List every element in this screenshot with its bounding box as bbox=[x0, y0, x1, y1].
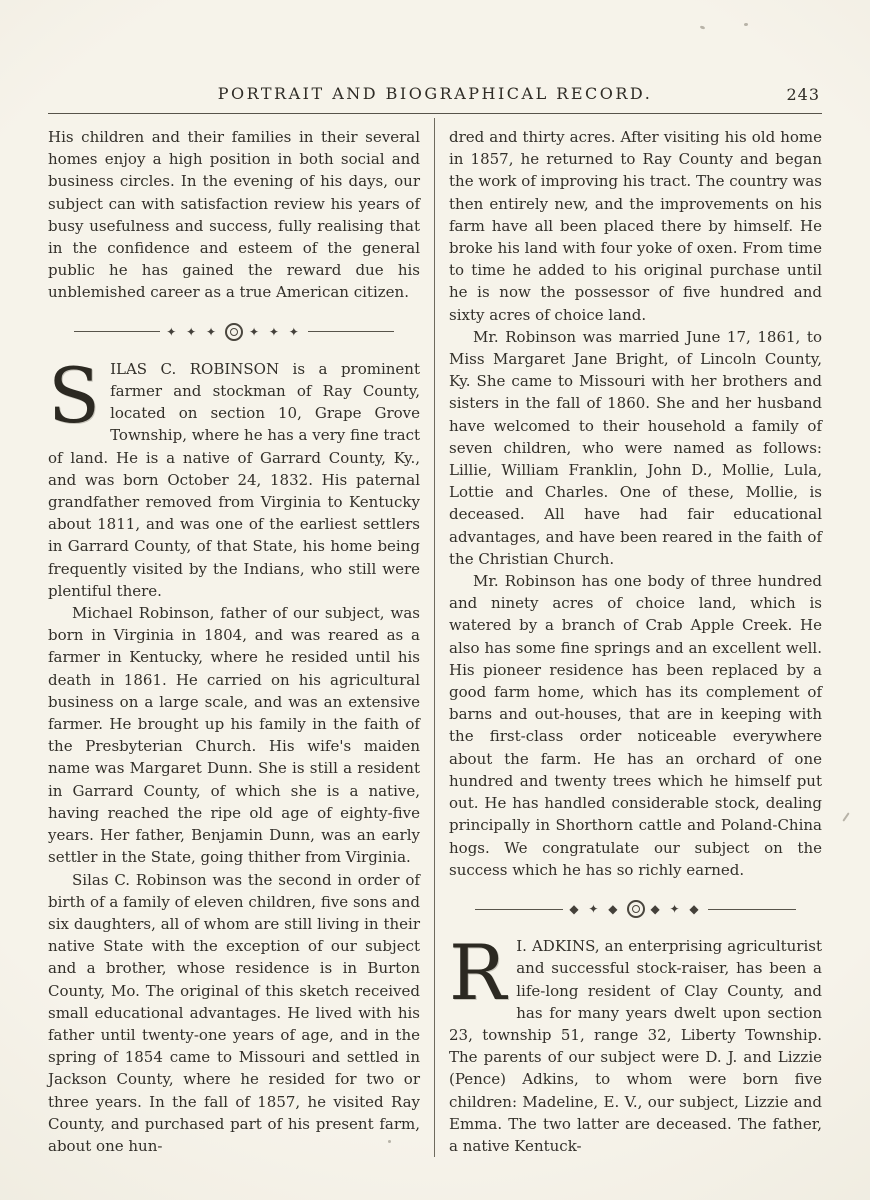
section-divider bbox=[475, 898, 796, 920]
dropcap-initial: R bbox=[449, 928, 507, 1018]
divider-medallion-icon bbox=[225, 323, 243, 341]
article-opening-text: ILAS C. ROBINSON is a prominent farmer and stockman of Ray County, located on section 10, Grape Grove Township, where he has a very fine tract of land. He is a native of Garrard County, Ky., and was born October 24, 1832. His paternal grandfather removed from Virginia to Kentucky about 1811, and was one of the earliest settlers in Garrard County, of that State, his home being frequently visited by the Indians, who still were plentiful there. bbox=[48, 359, 420, 600]
divider-flourish-icon: ✦ ✦ ✦ bbox=[249, 324, 302, 339]
paragraph: Michael Robinson, father of our subject, was born in Virginia in 1804, and was reared as a farmer in Kentucky, where he resided until his death in 1861. He carried on his agricultural business on a large scale, and was an extensive farmer. He brought up his family in the faith of the Presbyterian Church. His wife's maiden name was Margaret Dunn. She is still a resident in Garrard County, of which she is a native, having reached the ripe old age of eighty-five years. Her father, Benjamin Dunn, was an early settler in the State, going thither from Virginia. bbox=[48, 604, 420, 867]
right-column bbox=[435, 118, 822, 1157]
divider-flourish-icon: ◆ ✦ ◆ bbox=[569, 901, 621, 916]
paragraph: Mr. Robinson was married June 17, 1861, to Miss Margaret Jane Bright, of Lincoln County, Ky. She came to Missouri with her brothers and sisters in the fall of 1860. She and her husband have welcomed to their household a family of seven children, who were named as follows: Lillie, William Franklin, John D., Mollie, Lula, Lottie and Charles. One of these, Mollie, is deceased. All have had fair educational advantages, and have been reared in the faith of the Christian Church. bbox=[449, 327, 822, 568]
divider-flourish-icon: ◆ ✦ ◆ bbox=[650, 901, 702, 916]
paragraph: Mr. Robinson has one body of three hundred and ninety acres of choice land, which is watered by a branch of Crab Apple Creek. He also has some fine springs and an excellent well. His pioneer residence has been replaced by a good farm home, which has its complement of barns and out-houses, that are in keeping with the first-class order noticeable everywhere about the farm. He has an orchard of one hundred and twenty trees which he himself put out. He has handled considerable stock, dealing principally in Shorthorn cattle and Poland-China hogs. We congratulate our subject on the success which he has so richly earned. bbox=[449, 572, 822, 879]
running-title: PORTRAIT AND BIOGRAPHICAL RECORD. bbox=[217, 84, 653, 103]
paragraph: Silas C. Robinson was the second in order of birth of a family of eleven children, five sons and six daughters, all of whom are still living in their native State with the exception of our subject and a brother, whose residence is in Burton County, Mo. The original of this sketch received small educational advantages. He lived with his father until twenty-one years of age, and in the spring of 1854 came to Missouri and settled in Jackson County, where he resided for two or three years. In the fall of 1857, he visited Ray County, and purchased part of his present farm, about one hun- bbox=[48, 870, 421, 1155]
page-number: 243 bbox=[786, 85, 820, 104]
ink-speck bbox=[700, 25, 706, 30]
dropcap-initial: S bbox=[48, 350, 101, 440]
section-divider bbox=[74, 321, 394, 343]
header-rule bbox=[48, 113, 822, 114]
closing-paragraph: His children and their families in their several homes enjoy a high position in both social and business circles. In the evening of his days, our subject can with satisfaction review his years of busy usefulness and success, fully realising that in the confidence and esteem of the general public he has gained the reward due his unblemished career as a true American citizen. bbox=[48, 128, 420, 302]
article-opening-adkins bbox=[449, 928, 822, 1157]
divider-flourish-icon: ✦ ✦ ✦ bbox=[166, 324, 219, 339]
ink-speck bbox=[842, 812, 849, 821]
page-header bbox=[48, 84, 822, 113]
left-column bbox=[48, 118, 435, 1157]
article-opening-text: I. ADKINS, an enterprising agriculturist and successful stock-raiser, has been a life-long resident of Clay County, and has for many years dwelt upon section 23, township 51, range 32, Liberty Township. The parents of our subject were D. J. and Lizzie (Pence) Adkins, to whom were born five children: Madeline, E. V., our subject, Lizzie and Emma. The two latter are deceased. The father, a native Kentuck- bbox=[449, 937, 822, 1155]
article-opening-silas bbox=[48, 350, 420, 602]
two-column-layout bbox=[48, 118, 822, 1157]
divider-medallion-icon bbox=[627, 900, 645, 918]
continuation-paragraph: dred and thirty acres. After visiting his old home in 1857, he returned to Ray County and began the work of improving his tract. The country was then entirely new, and the improvements on his farm have all been placed there by himself. He broke his land with four yoke of oxen. From time to time he added to his original purchase until he is now the possessor of five hundred and sixty acres of choice land. bbox=[449, 128, 822, 324]
ink-speck bbox=[744, 23, 748, 27]
page-content bbox=[48, 84, 822, 1157]
